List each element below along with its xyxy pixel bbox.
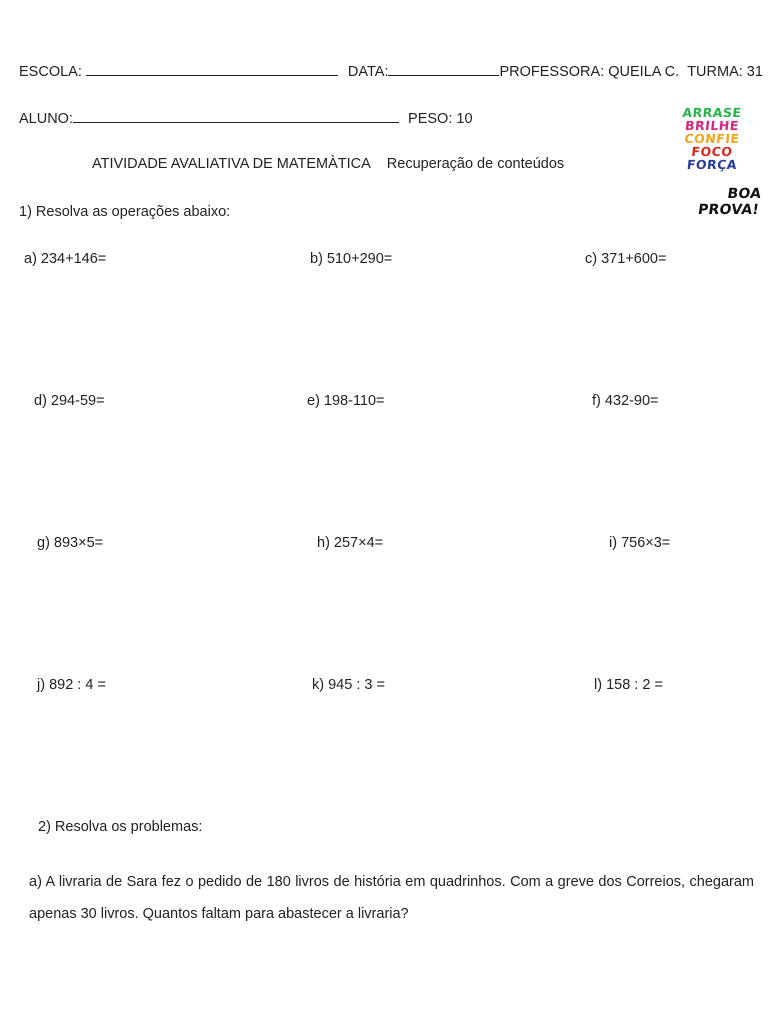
- operation-k: k) 945 : 3 =: [312, 677, 385, 693]
- operation-b: b) 510+290=: [310, 251, 393, 267]
- aluno-label: ALUNO:: [19, 111, 73, 127]
- page-title: [92, 156, 564, 172]
- data-label: DATA:: [347, 64, 389, 80]
- operation-l: l) 158 : 2 =: [594, 677, 663, 693]
- motivational-stamp: [664, 105, 763, 218]
- peso-label: PESO: 10: [408, 111, 473, 127]
- title-main: ATIVIDADE AVALIATIVA DE MATEMÀTICA: [92, 156, 371, 172]
- stamp-word: FOCO: [690, 144, 734, 159]
- professora-label: PROFESSORA: QUEILA C.: [499, 64, 680, 80]
- operation-j: j) 892 : 4 =: [37, 677, 106, 693]
- operation-e: e) 198-110=: [307, 393, 385, 409]
- operation-d: d) 294-59=: [34, 393, 105, 409]
- boa-prova-text: BOA PROVA!: [696, 186, 763, 218]
- stamp-word: CONFIE: [683, 131, 741, 146]
- operation-a: a) 234+146=: [24, 251, 107, 267]
- header-row-school: [19, 62, 763, 80]
- data-field[interactable]: [388, 62, 499, 76]
- stamp-word: ARRASE: [681, 105, 743, 120]
- operation-g: g) 893×5=: [37, 535, 104, 551]
- aluno-field[interactable]: [73, 109, 399, 123]
- stamp-word: FORÇA: [686, 157, 738, 172]
- question-2-title: 2) Resolva os problemas:: [38, 819, 203, 835]
- problem-a-text: a) A livraria de Sara fez o pedido de 180 livros de história em quadrinhos. Com a greve dos Correios, chegaram apenas 30 livros. Quantos faltam para abastecer a livraria?: [29, 874, 754, 922]
- title-subtitle: Recuperação de conteúdos: [386, 156, 565, 172]
- turma-label: TURMA: 31: [687, 64, 763, 80]
- stamp-word: BRILHE: [684, 118, 740, 133]
- question-1-title: 1) Resolva as operações abaixo:: [19, 204, 231, 220]
- operation-c: c) 371+600=: [585, 251, 667, 267]
- escola-field[interactable]: [86, 62, 338, 76]
- escola-label: ESCOLA:: [19, 64, 82, 80]
- operation-f: f) 432-90=: [592, 393, 659, 409]
- operation-i: i) 756×3=: [609, 535, 671, 551]
- header-row-student: [19, 109, 473, 127]
- operation-h: h) 257×4=: [317, 535, 384, 551]
